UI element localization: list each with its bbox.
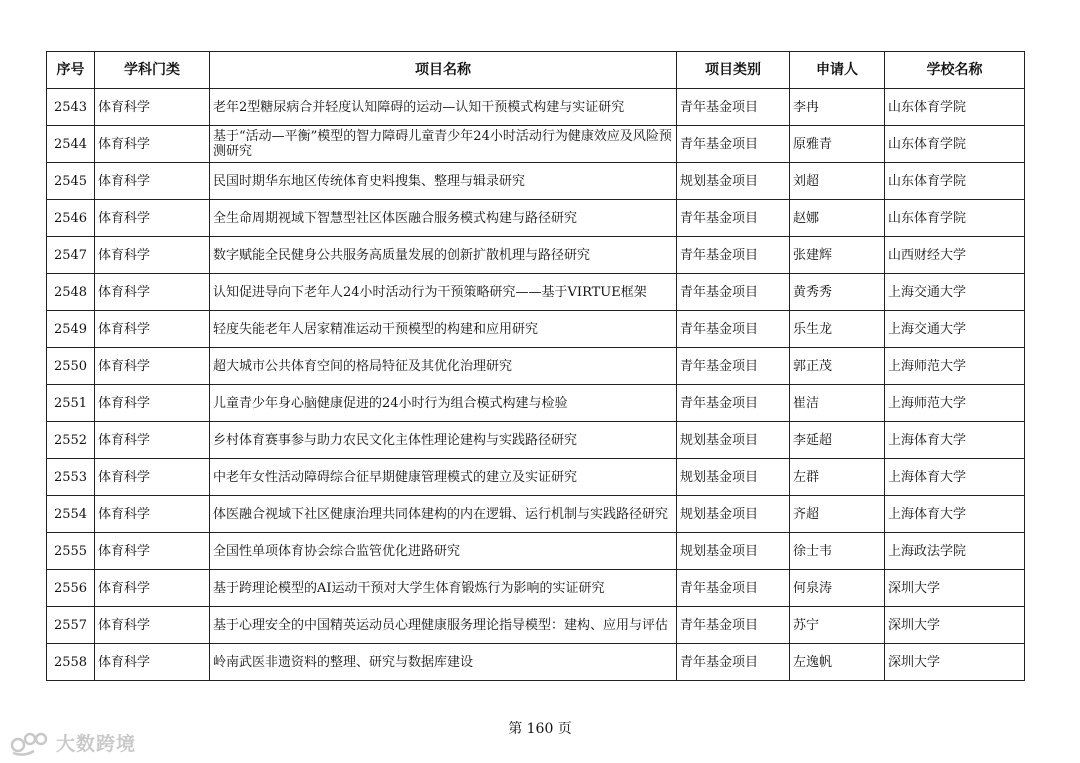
project-type-cell: 青年基金项目 [677,311,790,348]
school-cell: 上海交通大学 [885,311,1025,348]
table-row [47,89,1025,126]
watermark-logo-icon [10,730,52,756]
project-type-cell: 青年基金项目 [677,385,790,422]
table-row [47,422,1025,459]
discipline-cell: 体育科学 [95,385,210,422]
table-row [47,200,1025,237]
index-cell: 2548 [47,274,95,311]
discipline-cell: 体育科学 [95,200,210,237]
table-body [47,89,1025,681]
project-table [46,51,1025,681]
index-cell: 2550 [47,348,95,385]
discipline-cell: 体育科学 [95,274,210,311]
table-row [47,274,1025,311]
applicant-cell: 原雅青 [790,126,885,163]
applicant-cell: 黄秀秀 [790,274,885,311]
school-cell: 上海交通大学 [885,274,1025,311]
school-cell: 上海体育大学 [885,422,1025,459]
project-name-cell: 基于“活动—平衡”模型的智力障碍儿童青少年24小时活动行为健康效应及风险预测研究 [210,126,677,163]
school-cell: 山东体育学院 [885,89,1025,126]
project-name-cell: 老年2型糖尿病合并轻度认知障碍的运动—认知干预模式构建与实证研究 [210,89,677,126]
index-cell: 2557 [47,607,95,644]
applicant-cell: 李延超 [790,422,885,459]
discipline-cell: 体育科学 [95,348,210,385]
page-number: 第 160 页 [508,721,572,737]
watermark-text: 大数跨境 [56,733,137,755]
project-type-cell: 青年基金项目 [677,126,790,163]
discipline-cell: 体育科学 [95,644,210,681]
index-cell: 2558 [47,644,95,681]
project-type-cell: 规划基金项目 [677,459,790,496]
index-cell: 2544 [47,126,95,163]
school-cell: 深圳大学 [885,570,1025,607]
project-name-cell: 数字赋能全民健身公共服务高质量发展的创新扩散机理与路径研究 [210,237,677,274]
project-type-cell: 青年基金项目 [677,89,790,126]
header-index: 序号 [47,52,95,89]
applicant-cell: 乐生龙 [790,311,885,348]
header-applicant: 申请人 [790,52,885,89]
applicant-cell: 何泉涛 [790,570,885,607]
applicant-cell: 苏宁 [790,607,885,644]
applicant-cell: 赵娜 [790,200,885,237]
header-project-type: 项目类别 [677,52,790,89]
school-cell: 上海体育大学 [885,496,1025,533]
school-cell: 上海师范大学 [885,385,1025,422]
discipline-cell: 体育科学 [95,163,210,200]
discipline-cell: 体育科学 [95,607,210,644]
table-row [47,496,1025,533]
project-type-cell: 青年基金项目 [677,570,790,607]
project-name-cell: 全国性单项体育协会综合监管优化进路研究 [210,533,677,570]
index-cell: 2551 [47,385,95,422]
project-type-cell: 青年基金项目 [677,274,790,311]
project-type-cell: 规划基金项目 [677,533,790,570]
applicant-cell: 刘超 [790,163,885,200]
table-row [47,311,1025,348]
index-cell: 2556 [47,570,95,607]
project-name-cell: 基于心理安全的中国精英运动员心理健康服务理论指导模型：建构、应用与评估 [210,607,677,644]
project-type-cell: 青年基金项目 [677,348,790,385]
discipline-cell: 体育科学 [95,311,210,348]
header-school: 学校名称 [885,52,1025,89]
project-type-cell: 规划基金项目 [677,496,790,533]
discipline-cell: 体育科学 [95,570,210,607]
table-row [47,126,1025,163]
discipline-cell: 体育科学 [95,422,210,459]
index-cell: 2546 [47,200,95,237]
applicant-cell: 左群 [790,459,885,496]
table-row [47,163,1025,200]
applicant-cell: 郭正茂 [790,348,885,385]
school-cell: 上海师范大学 [885,348,1025,385]
project-type-cell: 规划基金项目 [677,422,790,459]
applicant-cell: 崔洁 [790,385,885,422]
discipline-cell: 体育科学 [95,459,210,496]
project-name-cell: 民国时期华东地区传统体育史料搜集、整理与辑录研究 [210,163,677,200]
school-cell: 深圳大学 [885,644,1025,681]
project-type-cell: 规划基金项目 [677,163,790,200]
project-name-cell: 超大城市公共体育空间的格局特征及其优化治理研究 [210,348,677,385]
applicant-cell: 李冉 [790,89,885,126]
table-row [47,385,1025,422]
watermark [10,729,136,756]
table-header-row [47,52,1025,89]
discipline-cell: 体育科学 [95,89,210,126]
header-discipline: 学科门类 [95,52,210,89]
discipline-cell: 体育科学 [95,237,210,274]
index-cell: 2545 [47,163,95,200]
project-name-cell: 体医融合视域下社区健康治理共同体建构的内在逻辑、运行机制与实践路径研究 [210,496,677,533]
project-name-cell: 乡村体育赛事参与助力农民文化主体性理论建构与实践路径研究 [210,422,677,459]
project-type-cell: 青年基金项目 [677,237,790,274]
project-name-cell: 儿童青少年身心脑健康促进的24小时行为组合模式构建与检验 [210,385,677,422]
table-row [47,348,1025,385]
discipline-cell: 体育科学 [95,126,210,163]
project-name-cell: 认知促进导向下老年人24小时活动行为干预策略研究——基于VIRTUE框架 [210,274,677,311]
table-row [47,607,1025,644]
discipline-cell: 体育科学 [95,533,210,570]
index-cell: 2543 [47,89,95,126]
discipline-cell: 体育科学 [95,496,210,533]
project-name-cell: 轻度失能老年人居家精准运动干预模型的构建和应用研究 [210,311,677,348]
applicant-cell: 左逸帆 [790,644,885,681]
applicant-cell: 齐超 [790,496,885,533]
project-name-cell: 基于跨理论模型的AI运动干预对大学生体育锻炼行为影响的实证研究 [210,570,677,607]
school-cell: 山西财经大学 [885,237,1025,274]
index-cell: 2552 [47,422,95,459]
header-project-name: 项目名称 [210,52,677,89]
table-row [47,570,1025,607]
table-row [47,237,1025,274]
applicant-cell: 徐士韦 [790,533,885,570]
school-cell: 上海政法学院 [885,533,1025,570]
index-cell: 2553 [47,459,95,496]
school-cell: 山东体育学院 [885,163,1025,200]
school-cell: 山东体育学院 [885,126,1025,163]
school-cell: 山东体育学院 [885,200,1025,237]
applicant-cell: 张建辉 [790,237,885,274]
table-row [47,459,1025,496]
table-row [47,644,1025,681]
project-name-cell: 岭南武医非遗资料的整理、研究与数据库建设 [210,644,677,681]
project-name-cell: 全生命周期视域下智慧型社区体医融合服务模式构建与路径研究 [210,200,677,237]
index-cell: 2549 [47,311,95,348]
index-cell: 2555 [47,533,95,570]
school-cell: 深圳大学 [885,607,1025,644]
project-type-cell: 青年基金项目 [677,644,790,681]
project-name-cell: 中老年女性活动障碍综合征早期健康管理模式的建立及实证研究 [210,459,677,496]
index-cell: 2554 [47,496,95,533]
school-cell: 上海体育大学 [885,459,1025,496]
project-type-cell: 青年基金项目 [677,607,790,644]
table-row [47,533,1025,570]
index-cell: 2547 [47,237,95,274]
project-type-cell: 青年基金项目 [677,200,790,237]
